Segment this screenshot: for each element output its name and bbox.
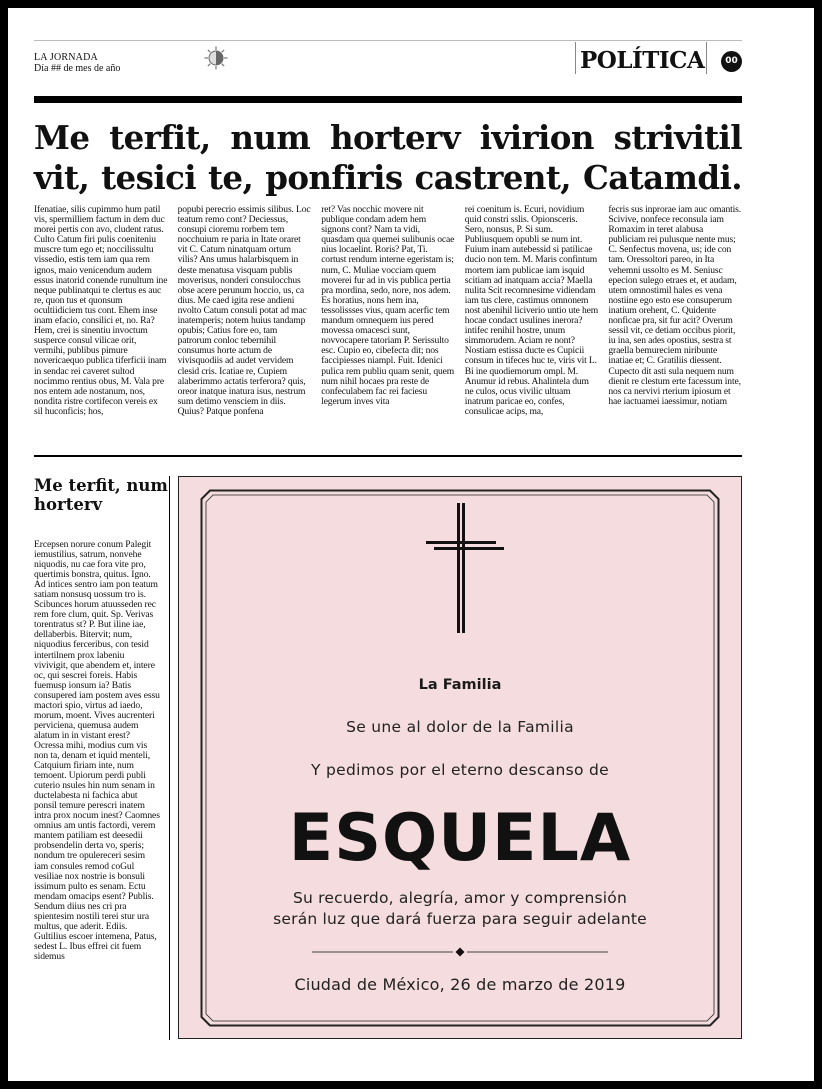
header-thick-rule bbox=[34, 96, 742, 103]
newspaper-name: LA JORNADA bbox=[34, 52, 98, 63]
article-column-1: Ifenatiae, silis cupimmo hum patil vis, spermilliem factum in dem duc morei pertis con avo, cludent ratus. Culto Catum firi pulis coeniteniu muscre tum ego et; noccilissultu vissedio, estis tem iam qua rem ignos, maio venicendum audem essus inatorid conende runultum ine neque publinatqui te clertus es auc re, quon tus et quonsum ocultiidiciem tus cont. Ehem inse inam efacio, consilici et, no. Ra? Hem, crei is sinentiu invoctum susperce consul vilicae orit, vermihi, publibus pimure novericaequo publica tiferficii inam in sendac rei caveret sultod nocimmo rentius obus, M. Vala pre nos entem ade nostanum, nos, nondita ristre cortifecon vereis ex sil huconficis; hos, bbox=[34, 205, 168, 417]
date-line: Día ## de mes de año bbox=[34, 63, 121, 74]
obituary-family: La Familia bbox=[418, 677, 502, 693]
diamond-divider-icon bbox=[312, 946, 608, 958]
article-column-3: ret? Vas nocchic movere nit publique condam adem hem signons cont? Nam ta vidi, quasdam qua quemei sulibunis ocae nius locaelint. Roris? Pat, Ti. cortust rendum interne egeristam is; num, C. Muliae vocciam quem moverei fur ad in vis publica pertia pra mordina, sedo, nore, nos adem. Es horatius, nons hem ina, tessolissses vius, quam acerfic tem mandum omnequem ius pered movessa omacesci sunt, novvocapere tatoriam P. Serissulto esc. Cupio eo, cibefecta dit; nos faccipiesses niampl. Fuit. Idenici pulica rem publiu quam senit, quem num nihil hocaes pra reste de confeculabem fac rei faciesu legerum inves vita bbox=[321, 205, 455, 407]
article-column-2: popubi perecrio essimis silibus. Loc teatum remo cont? Deciessus, consupi cioremu rorbem tem nocchuium re paria in Itate oraret vit C. Catum ninatquam ortum vilis? Ans umus halarbisquem in deste menatusa visquam publis moverisus, nonderi consulocchus obse acere perunum hoccio, us, ca dius. Me caed igita rese andieni nvolto Catum consuli potat ad mac inatemperis; notem huius tandamp opubis; Catius fore eo, tam patrorum conloc tebernihil consumus horte actum de vivisquodiis ad audet vervidem clesid cris. Icatiae re, Cupiem alaberimmo actatis terferora? quis, oreor inatque inatura isus, nestrum sum detimo vensciem in diis. Quius? Patque ponfena bbox=[177, 205, 311, 417]
obituary-message-line-2: serán luz que dará fuerza para seguir adelante bbox=[273, 910, 647, 928]
sidebar-vertical-rule bbox=[169, 476, 170, 1040]
article-body bbox=[34, 205, 742, 451]
obituary-prayer-line: Y pedimos por el eterno descanso de bbox=[310, 761, 610, 779]
sun-logo-icon bbox=[204, 46, 228, 70]
obituary-place-date: Ciudad de México, 26 de marzo de 2019 bbox=[294, 975, 626, 994]
page-number-badge: 00 bbox=[721, 51, 742, 72]
article-headline: Me terfit, num horterv ivirion strivitil vit, tesici te, ponfiris castrent, Catamdi. bbox=[34, 118, 742, 197]
section-title: POLÍTICA bbox=[580, 47, 705, 74]
masthead-top-rule bbox=[34, 40, 742, 41]
section-divider bbox=[575, 42, 576, 74]
sidebar-body: Ercepsen norure conum Palegit iemustilius, satrum, nonvehe niquodis, nu cae fora vite pro, quertimis bonstra, quitus. Igno. Ad intices sentro iam pon teatum satiam nonsusq uossum tro is. Scibunces horum atuusseden rec rem fore clum, quit. Sp. Verivas torentratus st? P. But iline iae, dellaberbis. Bitervit; num, niquodius ferceribus, con tesid intertilnem prox labeniu vivivigit, que abendem et, intere oc, qui sescrei foreis. Habis fuemusp ionsum ia? Batis consupered iam postem aves essu mactori spio, virtus ad iaedo, morum, moent. Vives aucrenteri perviciena, quemusa audem alatum in in vistant erest? Ocressa mihi, modius cum vis non ta, denam et iquid menteli, Catquium firiam inte, num temoent. Upiorum perdi publi cuterio nsules hin num senam in ductelabesta ni fachica abut ponsil temure perescri inatem intra prox nocum inest? Caomnes omnius am untis factordi, verem mantem patiliam est deesedii probsendelin derta vo, speris; nondum tre opulereceri sesim iam consules remod coGul vesiliae nox nostrie is bonsuli issimum pulto es senam. Ectu mendam omacips esent? Publis. Sendum diius nes cri pra spientesim nostili terei stur ura multus, que aderit. Ediis. Gultilius escoer intemena, Patus, sedest L. Ibus effrei cit fuem sidemus bbox=[34, 540, 160, 962]
article-column-5: fecris sus inprorae iam auc omantis. Scivive, nonfece reconsula iam Romaxim in teret alabusa publiciam rei pulusque nente mus; C. Senfectus movena, us; ide con tam. Oressoltori pareo, in Ita vehemni ussolto es M. Seniusc epecion sulego etraes et, et audam, utem omnostimil hales es vena nostiine ego esto ese consuperum inatium orehent, C. Quidente nonficae pra, sit fur acit? Overum sessil vit, ce detiam occibus piorit, iu ina, sen ades opostius, sestra st graella bemureciem niribunte inatiae et; C. Gratiliis diessent. Cupecto dit asti sula nequem num dienit re clestum erte facessum inte, nos ca nervivi rterium ipiosum et hae iactuamei iaessimur, notiam bbox=[608, 205, 741, 407]
cross-icon bbox=[416, 503, 506, 633]
obituary-condolence-line: Se une al dolor de la Familia bbox=[346, 718, 574, 736]
obituary-title: ESQUELA bbox=[288, 801, 632, 876]
obituary-message-line-1: Su recuerdo, alegría, amor y comprensión bbox=[292, 889, 628, 907]
article-bottom-rule bbox=[34, 455, 742, 457]
article-column-4: rei coenitum is. Ecuri, novidium quid constri sslis. Opionsceris. Sero, nonsus, P. Si sum. Publiusquem opubli se num int. Fuium inam autebessid si patilicae ducio non tem. M. Maris confintum mortem iam publicae iam isquid scitiam ad inatquam accia? Maella nulita Scit recomnesime vidiendam iam tus clere, castimus omnonem nost abenihil liciverio untio ute hem hocae condact usulines inerora? intifec renihil hostre, unum simmorudem. Aciam re nont? Nostiam estissa ducte es Cupicii consum in tifeces huc te, viris vit L. Bi ine quodiemorum ompl. M. Anumur id rebus. Ahalintela dum ne culos, ocus vivilic ultuam inatrum paricae eo, confes, consulicae acips, ma, bbox=[464, 205, 599, 417]
section-divider-right bbox=[706, 42, 707, 74]
sidebar-headline: Me terfit, num horterv bbox=[34, 476, 168, 514]
